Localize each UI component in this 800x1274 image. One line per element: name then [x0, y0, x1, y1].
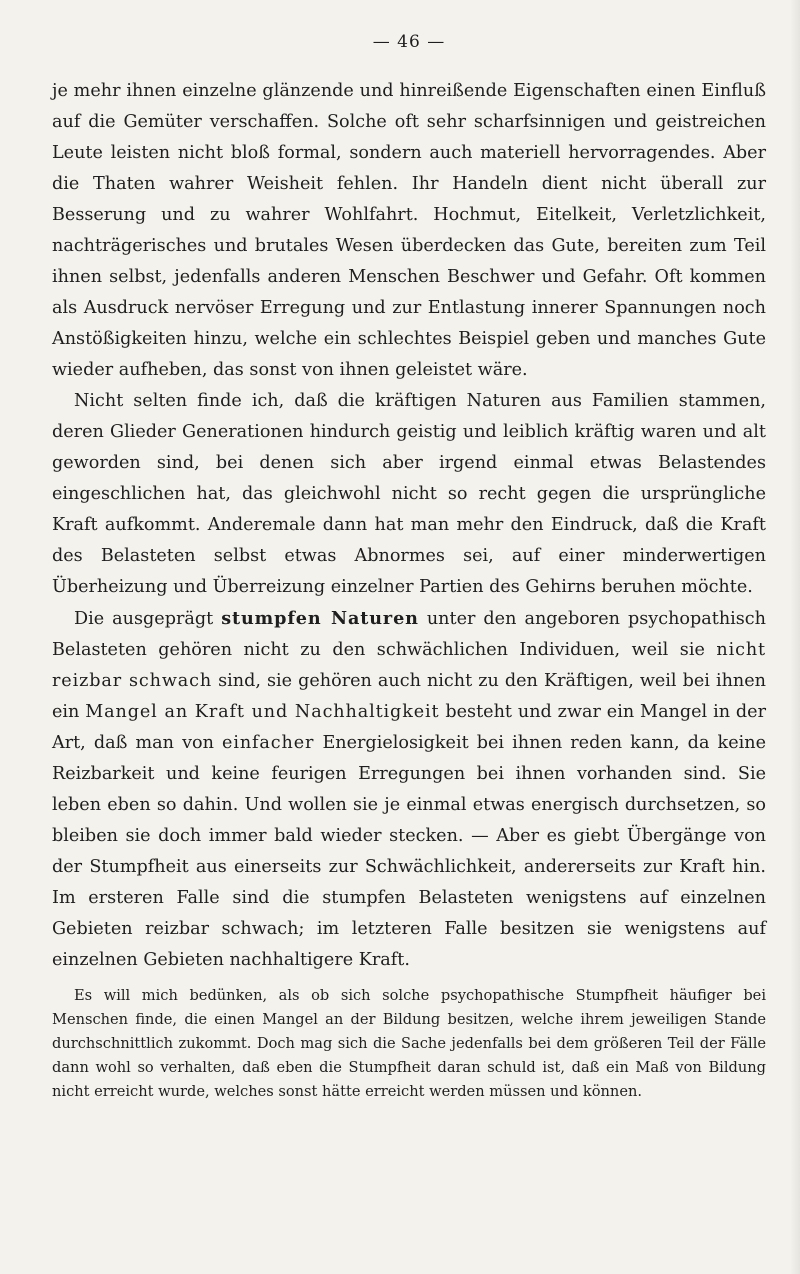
paragraph-3 — [52, 603, 766, 976]
paragraph-2: Nicht selten finde ich, daß die kräftigen Naturen aus Familien stammen, deren Glieder Generationen hindurch geistig und leiblich kräftig waren und alt geworden sind, bei denen sich aber irgend einmal etwas Belastendes eingeschlichen hat, das gleichwohl nicht so recht gegen die ursprüngliche Kraft aufkommt. Anderemale dann hat man mehr den Eindruck, daß die Kraft des Belasteten selbst etwas Abnormes sei, auf einer minderwertigen Überheizung und Überreizung einzelner Partien des Gehirns beruhen möchte. — [52, 391, 766, 597]
footnote: Es will mich bedünken, als ob sich solche psychopathische Stumpfheit häufiger bei Menschen finde, die einen Mangel an der Bildung besitzen, welche ihrem jeweiligen Stande durchschnittlich zukommt. Doch mag sich die Sache jedenfalls bei dem größeren Teil der Fälle dann wohl so verhalten, daß eben die Stumpfheit daran schuld ist, daß ein Maß von Bildung nicht erreicht wurde, welches sonst hätte erreicht werden müssen und können. — [52, 987, 766, 1100]
paragraph-3-text: besteht und zwar ein Mangel in der Art, daß man von — [52, 702, 767, 753]
paragraph-1: je mehr ihnen einzelne glänzende und hinreißende Eigenschaften einen Einfluß auf die Gemüter verschaffen. Solche oft sehr scharfsinnigen und geistreichen Leute leisten nicht bloß formal, sondern auch materiell hervorragendes. Aber die Thaten wahrer Weisheit fehlen. Ihr Handeln dient nicht überall zur Besserung und zu wahrer Wohlfahrt. Hochmut, Eitelkeit, Verletzlichkeit, nachträgerisches und brutales Wesen überdecken das Gute, bereiten zum Teil ihnen selbst, jedenfalls anderen Menschen Beschwer und Gefahr. Oft kommen als Ausdruck nervöser Erregung und zur Entlastung innerer Spannungen noch Anstößigkeiten hinzu, welche ein schlechtes Beispiel geben und manches Gute wieder aufheben, das sonst von ihnen geleistet wäre. — [52, 81, 766, 380]
emphasis-nicht-reizbar-schwach: nicht reizbar schwach — [52, 640, 766, 691]
paragraph-3-text: Energielosigkeit bei ihnen reden kann, da keine Reizbarkeit und keine feurigen Erregungen bei ihnen vorhanden sind. Sie leben eben so dahin. Und wollen sie je einmal etwas energisch durchsetzen, so bleiben sie doch immer bald wieder stecken. — Aber es giebt Übergänge von der Stumpfheit aus einerseits zur Schwächlichkeit, andererseits zur Kraft hin. Im ersteren Falle sind die stumpfen Belasteten wenigstens auf einzelnen Gebieten reizbar schwach; im letzteren Falle besitzen sie wenigstens auf einzelnen Gebieten nachhaltigere Kraft. — [52, 733, 766, 970]
emphasis-stumpfen-naturen: stumpfen Naturen — [221, 608, 419, 629]
paragraph-3-text: unter den angeboren psychopathisch Belasteten gehören nicht zu den schwächlichen Individuen, weil sie — [52, 609, 766, 660]
paragraph-3-text: sind, sie gehören auch nicht zu den Kräftigen, weil bei ihnen ein — [52, 671, 766, 722]
page-number: — 46 — — [372, 32, 446, 52]
emphasis-mangel-an-kraft: Mangel an Kraft und Nachhaltigkeit — [85, 702, 440, 722]
page-edge-shadow — [790, 0, 800, 1274]
emphasis-einfacher: einfacher — [222, 733, 315, 753]
paragraph-3-text: Die ausgeprägt — [74, 609, 222, 629]
